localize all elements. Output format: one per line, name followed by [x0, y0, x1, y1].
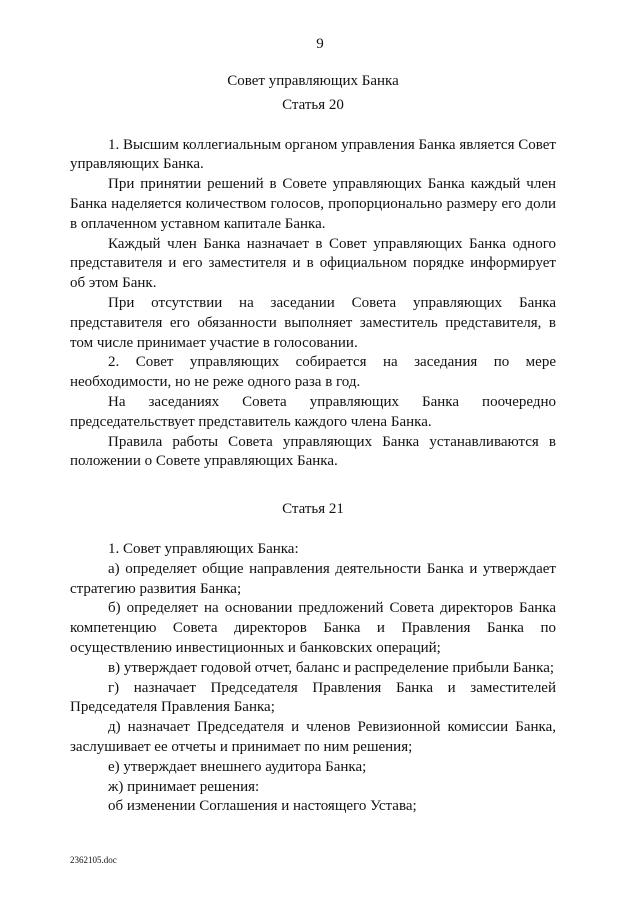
paragraph: Каждый член Банка назначает в Совет управляющих Банка одного представителя и его заместителя и в официальном порядке информирует об этом Банк.: [70, 235, 556, 292]
list-item: е) утверждает внешнего аудитора Банка;: [108, 758, 367, 775]
list-item: д) назначает Председателя и членов Ревизионной комиссии Банка, заслушивает ее отчеты и принимает по ним решения;: [70, 719, 556, 755]
list-item: г) назначает Председателя Правления Банка и заместителей Председателя Правления Банка;: [70, 679, 556, 716]
paragraph: На заседаниях Совета управляющих Банка поочередно председательствует представитель каждого члена Банка.: [70, 393, 556, 430]
article-20-title: Статья 20: [282, 96, 344, 113]
paragraph: При принятии решений в Совете управляющих Банка каждый член Банка наделяется количеством голосов, пропорционально размеру его доли в оплаченном уставном капитале Банка.: [70, 176, 556, 232]
footer-filename: 2362105.doc: [70, 855, 117, 865]
paragraph: Правила работы Совета управляющих Банка устанавливаются в положении о Совете управляющих Банка.: [70, 433, 556, 470]
list-item: об изменении Соглашения и настоящего Устава;: [108, 798, 417, 815]
list-item: а) определяет общие направления деятельности Банка и утверждает стратегию развития Банка;: [70, 560, 556, 597]
list-item: б) определяет на основании предложений Совета директоров Банка компетенцию Совета директоров Банка и Правления Банка по осуществлению инвестиционных и банковских операций;: [70, 600, 556, 656]
page-number: 9: [316, 36, 324, 52]
article-21-title: Статья 21: [282, 501, 344, 518]
document-body: [70, 72, 556, 817]
article-21-body: [70, 540, 556, 817]
paragraph: 1. Высшим коллегиальным органом управления Банка является Совет управляющих Банка.: [70, 136, 556, 173]
paragraph: 1. Совет управляющих Банка:: [108, 540, 299, 557]
paragraph: 2. Совет управляющих собирается на заседания по мере необходимости, но не реже одного раза в год.: [70, 354, 556, 391]
section-title: Совет управляющих Банка: [227, 73, 399, 89]
list-item: в) утверждает годовой отчет, баланс и распределение прибыли Банка;: [108, 659, 555, 676]
list-item: ж) принимает решения:: [108, 778, 260, 795]
article-20-body: [70, 136, 556, 473]
paragraph: При отсутствии на заседании Совета управляющих Банка представителя его обязанности выполняет заместитель представителя, в том числе принимает участие в голосовании.: [70, 294, 556, 351]
